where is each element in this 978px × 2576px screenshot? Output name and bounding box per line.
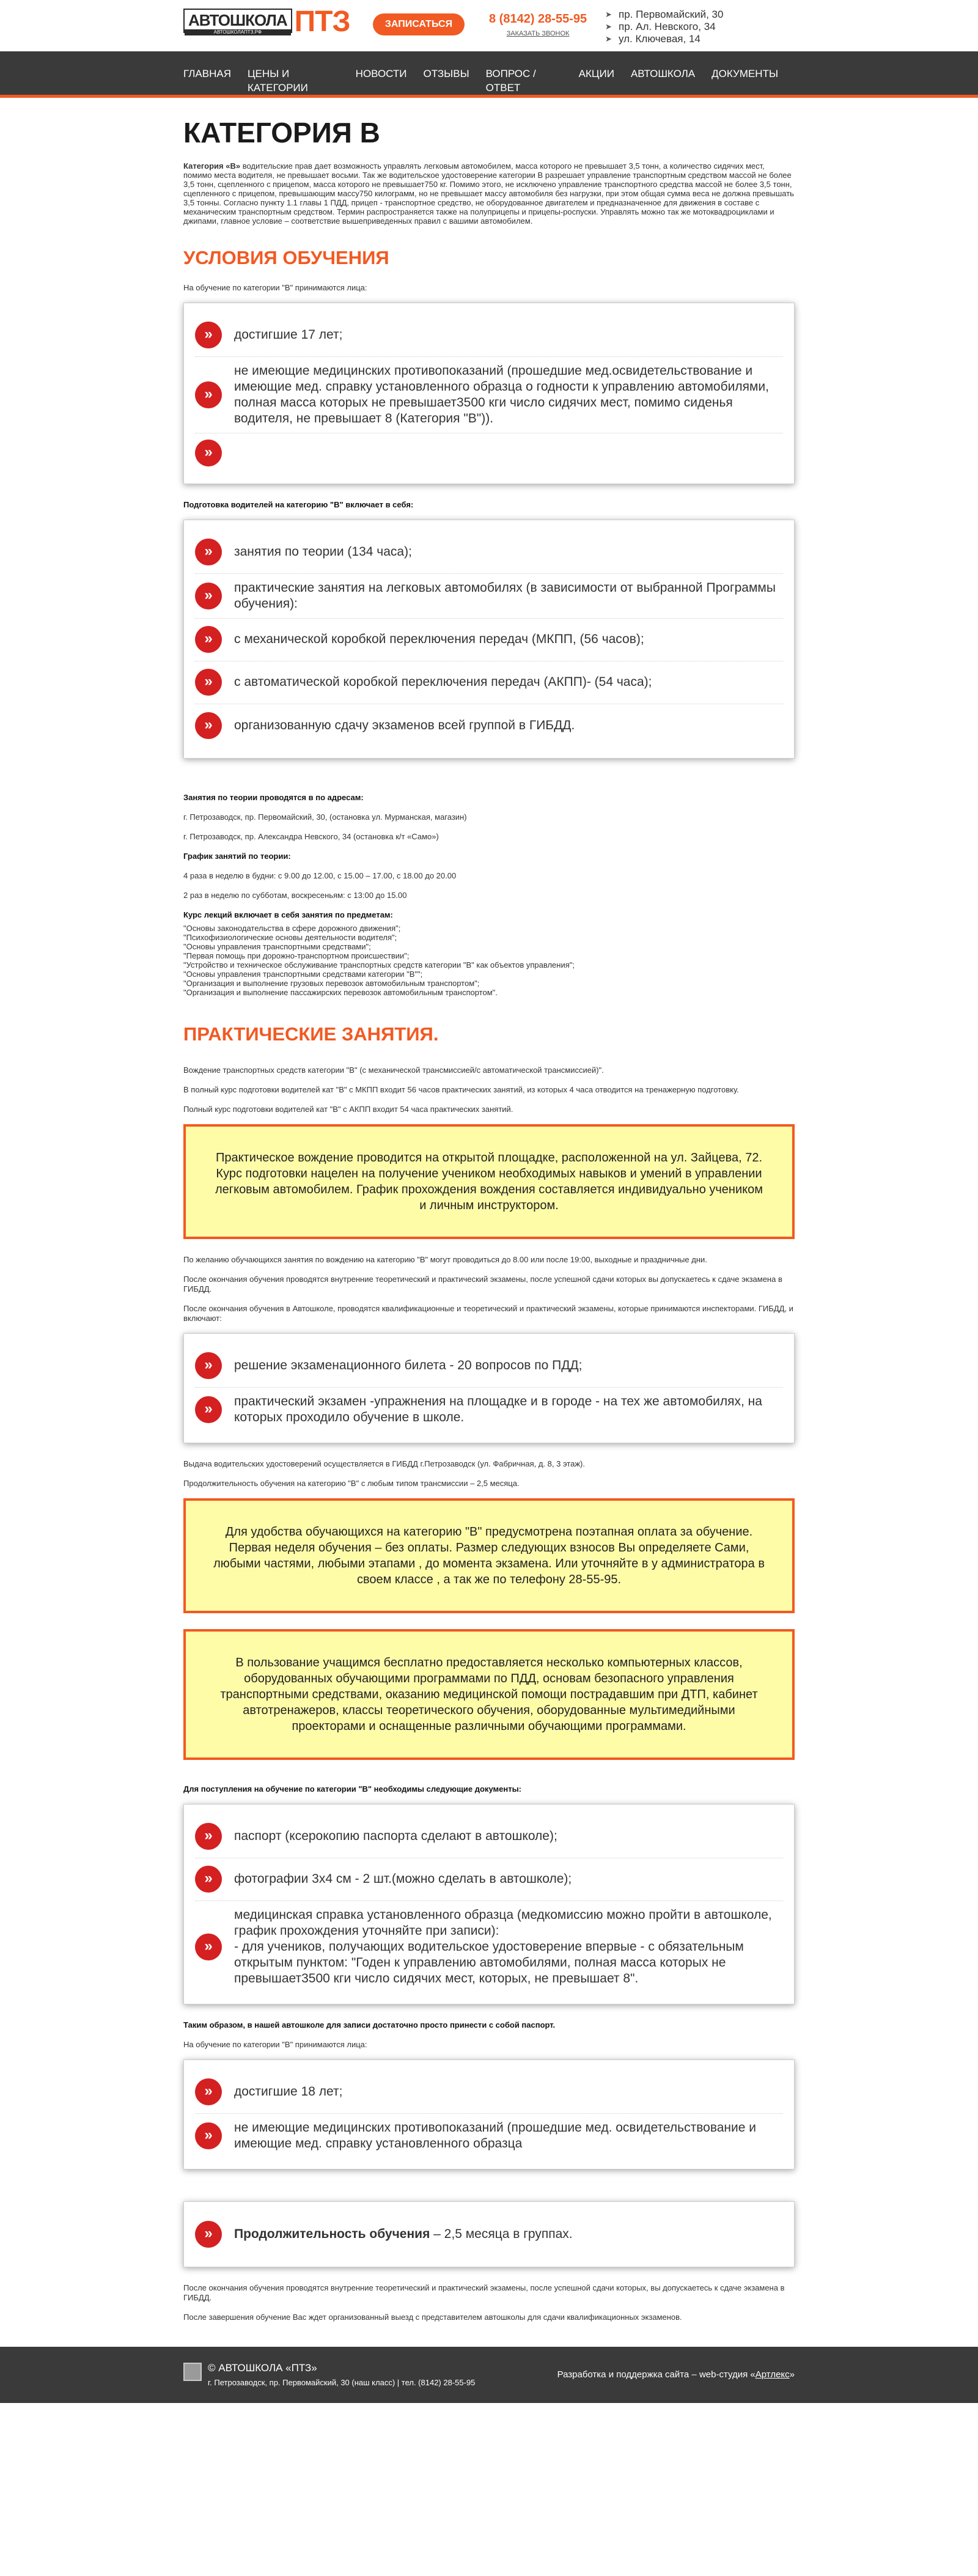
list-item xyxy=(195,433,783,473)
list-item xyxy=(195,531,783,574)
chevron-double-right-icon: » xyxy=(195,712,222,739)
subject-item: "Основы управления транспортными средствами категории "В""; xyxy=(183,969,423,979)
address-item: ➤ пр. Первомайский, 30 xyxy=(605,9,723,21)
address-list xyxy=(605,9,723,45)
intro-bold: Категория «В» xyxy=(183,161,241,171)
nav-item-news[interactable]: НОВОСТИ xyxy=(355,68,407,79)
final-p1: После окончания обучения проводятся внутренние теоретический и практический экзамены, после успешной сдачи которых, вы допускаетесь к сдаче экзамена в ГИБДД. xyxy=(183,2283,785,2302)
list-item-text: с механической коробкой переключения передач (МКПП, (56 часов); xyxy=(234,632,644,647)
chevron-double-right-icon: » xyxy=(195,1866,222,1893)
practice-p7: Выдача водительских удостоверений осуществляется в ГИБДД г.Петрозаводск (ул. Фабричная, д. 8, 3 этаж). xyxy=(183,1459,585,1468)
footer-copyright: © АВТОШКОЛА «ПТЗ» xyxy=(208,2361,317,2374)
duration-value: – 2,5 месяца в группах. xyxy=(430,2226,573,2241)
callback-link[interactable]: ЗАКАЗАТЬ ЗВОНОК xyxy=(506,30,570,37)
logo-domain: АВТОШКОЛАПТЗ.РФ xyxy=(185,29,291,35)
list-item-text: практические занятия на легковых автомобилях (в зависимости от выбранной Программы обучения): xyxy=(234,580,776,611)
subject-item: "Основы управления транспортными средствами"; xyxy=(183,941,371,951)
list-item xyxy=(195,1816,783,1858)
callout-driving: Практическое вождение проводится на открытой площадке, расположенной на ул. Зайцева, 72. Курс подготовки нацелен на получение учеником необходимых навыков и умений в управлении легковым автомобилем. График прохождения вождения составляется индивидуально учеником и личным инструктором. xyxy=(183,1124,795,1239)
callout-payment: Для удобства обучающихся на категорию "В" предусмотрена поэтапная оплата за обучение. Первая неделя обучения – без оплаты. Размер следующих взносов Вы определяете Сами, любыми частями, любыми этапами , до момента экзамена. Или уточняйте в у администратора в своем классе , а так же по телефону 28-55-95. xyxy=(183,1498,795,1613)
practice-p1: Вождение транспортных средств категории "В" (с механической трансмиссией/с автоматической трансмиссией)". xyxy=(183,1065,604,1075)
chevron-double-right-icon: » xyxy=(195,1352,222,1379)
theory-address-2: г. Петрозаводск, пр. Александра Невского, 34 (остановка к/т «Само») xyxy=(183,831,439,841)
list-item-text: занятия по теории (134 часа); xyxy=(234,545,412,559)
schedule-weekends: 2 раз в неделю по субботам, воскресеньям: с 13:00 до 15.00 xyxy=(183,890,407,900)
subjects-list xyxy=(183,924,795,997)
phone-number[interactable]: 8 (8142) 28-55-95 xyxy=(489,12,587,26)
list-item xyxy=(195,314,783,357)
section-title-practice: ПРАКТИЧЕСКИЕ ЗАНЯТИЯ. xyxy=(183,1023,439,1045)
list-item-text: практический экзамен -упражнения на площадке и в городе - на тех же автомобилях, на которых проходило обучение в школе. xyxy=(234,1394,762,1424)
logo-box xyxy=(183,9,292,33)
training-includes-list xyxy=(183,520,795,759)
chevron-double-right-icon: » xyxy=(195,626,222,653)
nav-item-faq[interactable]: ВОПРОС / ОТВЕТ xyxy=(485,68,536,94)
site-header xyxy=(0,0,978,51)
nav-item-documents[interactable]: ДОКУМЕНТЫ xyxy=(711,68,778,79)
address-item: ➤ ул. Ключевая, 14 xyxy=(605,33,723,45)
practice-p6: После окончания обучения в Автошколе, проводятся квалификационные и теоретический и практический экзамены, которые принимаются инспекторами. ГИБДД, и включают: xyxy=(183,1303,793,1323)
main-nav xyxy=(0,51,978,98)
list-item xyxy=(195,1345,783,1388)
list-item xyxy=(195,661,783,704)
duration-box xyxy=(183,2201,795,2267)
site-footer xyxy=(0,2347,978,2403)
signup-button[interactable]: ЗАПИСАТЬСЯ xyxy=(373,13,465,35)
chevron-double-right-icon: » xyxy=(195,2122,222,2149)
logo-text: АВТОШКОЛА xyxy=(188,11,287,29)
list-item xyxy=(195,2213,783,2256)
address-item: ➤ пр. Ал. Невского, 34 xyxy=(605,21,723,33)
list-item xyxy=(195,2071,783,2114)
documents-title: Для поступления на обучение по категории "В" необходимы следующие документы: xyxy=(183,1784,521,1794)
footer-dev-prefix: Разработка и поддержка сайта – web-студия « xyxy=(557,2369,756,2380)
chevron-double-right-icon: » xyxy=(195,2221,222,2248)
chevron-double-right-icon: » xyxy=(195,1396,222,1423)
practice-p4: По желанию обучающихся занятия по вождению на категорию "В" могут проводиться до 8.00 или после 19:00, выходные и праздничные дни. xyxy=(183,1254,707,1264)
footer-developer xyxy=(557,2369,795,2381)
nav-item-promos[interactable]: АКЦИИ xyxy=(578,68,614,79)
subject-item: "Основы законодательства в сфере дорожного движения"; xyxy=(183,923,401,933)
practice-p2: В полный курс подготовки водителей кат "В" с МКПП входит 56 часов практических занятий, из которых 4 часа отводится на тренажерную подготовку. xyxy=(183,1084,739,1094)
list-item-text xyxy=(234,2226,573,2242)
chevron-double-right-icon: » xyxy=(195,539,222,565)
phone-block xyxy=(489,11,587,39)
subject-item: "Психофизиологические основы деятельности водителя"; xyxy=(183,932,397,942)
chevron-double-right-icon: » xyxy=(195,322,222,348)
nav-item-home[interactable]: ГЛАВНАЯ xyxy=(183,68,231,79)
passport-note: Таким образом, в нашей автошколе для записи достаточно просто принести с собой паспорт. xyxy=(183,2020,556,2030)
list-item-text: не имеющие медицинских противопоказаний (прошедшие мед.освидетельствование и имеющие мед. справку установленного образца о годности к управлению автомобилями, полная масса которых не превышает3500 кги число сидячих мест, помимо сиденья водителя, не превышает 8 (Категория "В")). xyxy=(234,363,769,425)
subjects-title: Курс лекций включает в себя занятия по предметам: xyxy=(183,910,393,919)
list-item-text: достигшие 18 лет; xyxy=(234,2085,343,2099)
list-item-text: решение экзаменационного билета - 20 вопросов по ПДД; xyxy=(234,1358,583,1373)
list-item-text: организованную сдачу экзаменов всей группой в ГИБДД. xyxy=(234,718,575,732)
theory-address-title: Занятия по теории проводятся в по адресам: xyxy=(183,792,364,802)
chevron-double-right-icon: » xyxy=(195,583,222,609)
chevron-double-right-icon: » xyxy=(195,1934,222,1960)
list-item-text: с автоматической коробкой переключения передач (АКПП)- (54 часа); xyxy=(234,675,652,690)
theory-address-1: г. Петрозаводск, пр. Первомайский, 30, (остановка ул. Мурманская, магазин) xyxy=(183,812,467,822)
list-item xyxy=(195,574,783,619)
exam-list xyxy=(183,1333,795,1443)
intro-paragraph xyxy=(183,161,795,226)
list-item xyxy=(195,1388,783,1432)
chevron-double-right-icon: » xyxy=(195,381,222,408)
training-includes-lead: Подготовка водителей на категорию "В" включает в себя: xyxy=(183,499,414,509)
conditions-lead-2: На обучение по категории "В" принимаются лица: xyxy=(183,2039,367,2049)
page-title: КАТЕГОРИЯ В xyxy=(183,117,380,149)
list-item-text: фотографии 3х4 см - 2 шт.(можно сделать в автошколе); xyxy=(234,1872,572,1886)
section-title-conditions: УСЛОВИЯ ОБУЧЕНИЯ xyxy=(183,247,389,269)
nav-item-school[interactable]: АВТОШКОЛА xyxy=(630,68,696,79)
list-item xyxy=(195,2114,783,2158)
main-content xyxy=(0,98,978,2322)
list-item-text: медицинская справка установленного образца (медкомиссию можно пройти в автошколе, график прохождения уточняйте при записи): - для учеников, получающих водительское удостоверение впервые - с обязательным открытым пунктом: "Годен к управлению автомобилями, полная масса которых не превышает3500 кги число сидячих мест, которых, не превышает 8". xyxy=(234,1907,772,1985)
list-item xyxy=(195,704,783,747)
subject-item: "Первая помощь при дорожно-транспортном происшествии"; xyxy=(183,951,410,960)
final-p2: После завершения обучение Вас ждет организованный выезд с представителем автошколы для сдачи квалификационных экзаменов. xyxy=(183,2312,682,2322)
conditions-lead: На обучение по категории "В" принимаются лица: xyxy=(183,282,367,292)
chevron-double-right-icon: » xyxy=(195,669,222,696)
schedule-weekdays: 4 раза в неделю в будни: с 9.00 до 12.00, с 15.00 – 17.00, с 18.00 до 20.00 xyxy=(183,870,457,880)
site-logo[interactable] xyxy=(183,6,350,40)
footer-address: г. Петрозаводск, пр. Первомайский, 30 (наш класс) | тел. (8142) 28-55-95 xyxy=(208,2377,476,2387)
schedule-title: График занятий по теории: xyxy=(183,851,291,861)
chevron-double-right-icon: » xyxy=(195,440,222,466)
nav-item-reviews[interactable]: ОТЗЫВЫ xyxy=(423,68,469,79)
list-item xyxy=(195,357,783,433)
practice-p3: Полный курс подготовки водителей кат "В" с АКПП входит 54 часа практических занятий. xyxy=(183,1104,513,1114)
logo-ptz: ПТЗ xyxy=(294,6,350,38)
documents-list xyxy=(183,1804,795,2004)
nav-item-prices[interactable]: ЦЕНЫ И КАТЕГОРИИ xyxy=(247,68,308,94)
list-item-text: не имеющие медицинских противопоказаний (прошедшие мед. освидетельствование и имеющие мед. справку установленного образца xyxy=(234,2120,756,2151)
subject-item: "Организация и выполнение грузовых перевозок автомобильным транспортом"; xyxy=(183,978,480,988)
list-item-text: паспорт (ксерокопию паспорта сделают в автошколе); xyxy=(234,1829,557,1844)
footer-dev-suffix: » xyxy=(789,2369,795,2380)
list-item xyxy=(195,1901,783,1993)
chevron-double-right-icon: » xyxy=(195,2078,222,2105)
developer-link[interactable]: Артлекс xyxy=(755,2369,790,2380)
duration-label: Продолжительность обучения xyxy=(234,2226,430,2241)
chevron-double-right-icon: » xyxy=(195,1823,222,1850)
intro-text: водительские прав дает возможность управлять легковым автомобилем, масса которого не превышает 3,5 тонн, а количество сидячих мест, помимо места водителя, не превышает восьми. Так же водительское удостоверение категории В разрешает управление транспортным средством массой не более 3,5 тонн, сцепленного с прицепом, масса которого не превышает750 кг. Помимо этого, не исключено управление транспортного средства массой не более 3,5 тонн, сцепленного с прицепом, превышающим массу750 килограмм, но не превышает массу автомобиля без нагрузки, при этом общая сумма веса не должна превышать 3,5 тонны. Согласно пункту 1.1 главы 1 ПДД, прицеп - транспортное средство, не оборудованное двигателем и предназначенное для движения в составе с механическим транспортным средством. Термин распространяется также на полуприцепы и прицепы-роспуски. Управлять можно так же мотоквадроциклами и джипами, главное условие – соответствие вышеприведенных правил с вашими автомобилем. xyxy=(183,161,794,226)
list-item-text: достигшие 17 лет; xyxy=(234,328,343,342)
conditions-list-2 xyxy=(183,2059,795,2169)
callout-facilities: В пользование учащимся бесплатно предоставляется несколько компьютерных классов, оборудованных обучающими программами по ПДД, основам безопасного управления транспортными средствами, оказанию медицинской помощи пострадавшим при ДТП, кабинет автотренажеров, классы теоретического обучения, оборудованные мультимедийными проекторами и оснащенные различными обучающими программами. xyxy=(183,1629,795,1760)
practice-p5: После окончания обучения проводятся внутренние теоретический и практический экзамены, после успешной сдачи которых вы допускаетесь к сдаче экзамена в ГИБДД. xyxy=(183,1274,782,1294)
subject-item: "Устройство и техническое обслуживание транспортных средств категории "В" как объектов управления"; xyxy=(183,960,575,970)
subject-item: "Организация и выполнение пассажирских перевозок автомобильным транспортом". xyxy=(183,987,498,997)
list-item xyxy=(195,1858,783,1901)
footer-logo-icon xyxy=(183,2363,202,2381)
list-item xyxy=(195,619,783,661)
practice-p8: Продолжительность обучения на категорию "В" с любым типом трансмиссии – 2,5 месяца. xyxy=(183,1478,520,1488)
conditions-list xyxy=(183,303,795,484)
